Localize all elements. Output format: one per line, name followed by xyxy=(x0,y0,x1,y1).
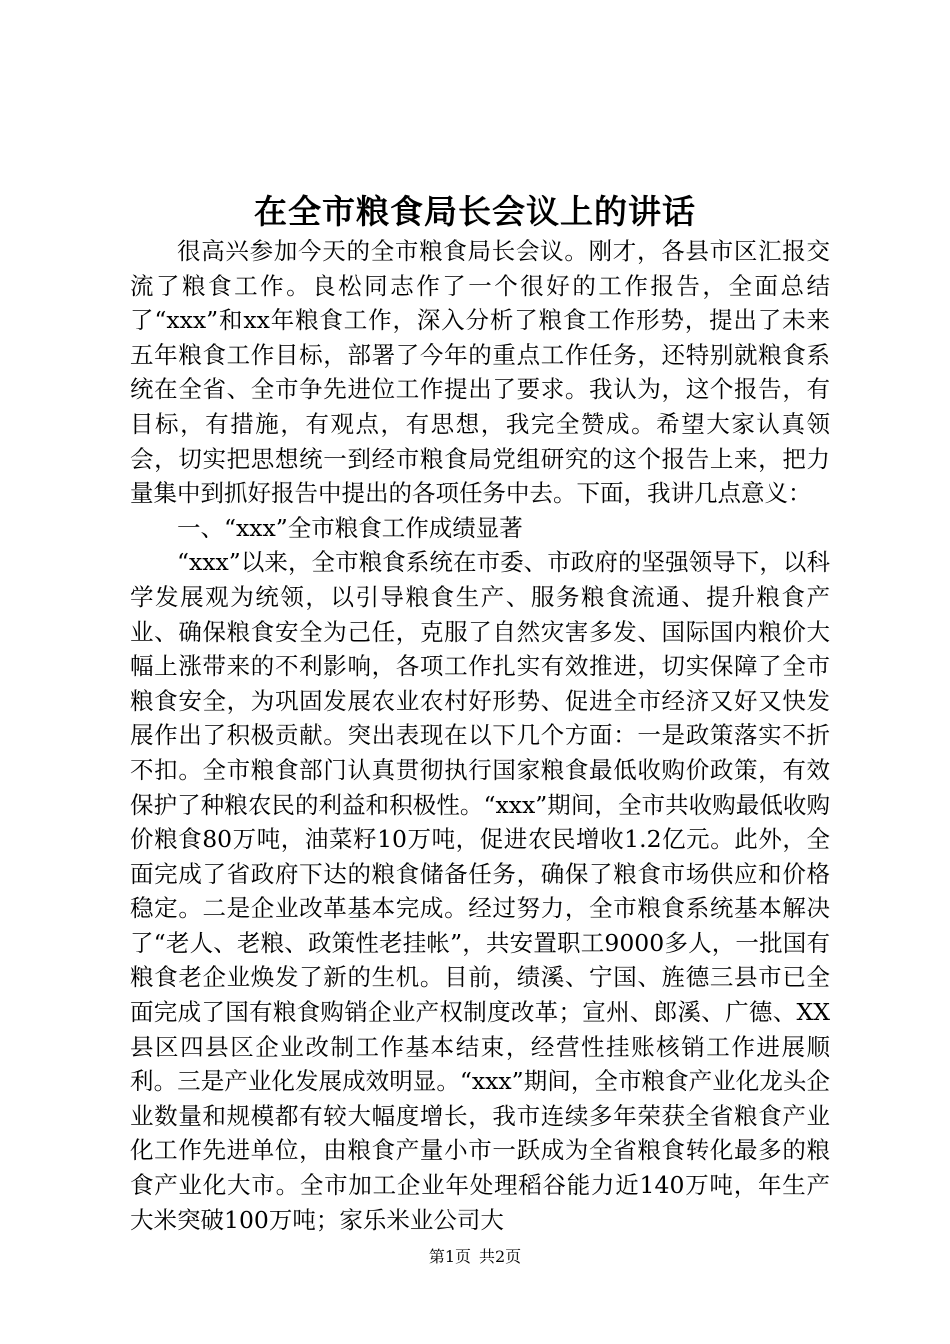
document-body xyxy=(130,234,830,1237)
section-paragraph: “xxx”以来，全市粮食系统在市委、市政府的坚强领导下，以科学发展观为统领，以引导粮食生产、服务粮食流通、提升粮食产业、确保粮食安全为己任，克服了自然灾害多发、国际国内粮价大幅上涨带来的不利影响，各项工作扎实有效推进，切实保障了全市粮食安全，为巩固发展农业农村好形势、促进全市经济又好又快发展作出了积极贡献。突出表现在以下几个方面：一是政策落实不折不扣。全市粮食部门认真贯彻执行国家粮食最低收购价政策，有效保护了种粮农民的利益和积极性。“xxx”期间，全市共收购最低收购价粮食80万吨，油菜籽10万吨，促进农民增收1.2亿元。此外，全面完成了省政府下达的粮食储备任务，确保了粮食市场供应和价格稳定。二是企业改革基本完成。经过努力，全市粮食系统基本解决了“老人、老粮、政策性老挂帐”，共安置职工9000多人，一批国有粮食老企业焕发了新的生机。目前，绩溪、宁国、旌德三县市已全面完成了国有粮食购销企业产权制度改革；宣州、郎溪、广德、XX县区四县区企业改制工作基本结束，经营性挂账核销工作进展顺利。三是产业化发展成效明显。“xxx”期间，全市粮食产业化龙头企业数量和规模都有较大幅度增长，我市连续多年荣获全省粮食产业化工作先进单位，由粮食产量小市一跃成为全省粮食转化最多的粮食产业化大市。全市加工企业年处理稻谷能力近140万吨，年生产大米突破100万吨；家乐米业公司大 xyxy=(130,548,830,1234)
page-total: 共2页 xyxy=(479,1247,522,1266)
page-number: 第1页 xyxy=(428,1247,471,1266)
page-footer xyxy=(0,1244,950,1267)
document-title: 在全市粮食局长会议上的讲话 xyxy=(254,192,696,231)
intro-paragraph: 很高兴参加今天的全市粮食局长会议。刚才，各县市区汇报交流了粮食工作。良松同志作了一个很好的工作报告，全面总结了“xxx”和xx年粮食工作，深入分析了粮食工作形势，提出了未来五年粮食工作目标，部署了今年的重点工作任务，还特别就粮食系统在全省、全市争先进位工作提出了要求。我认为，这个报告，有目标，有措施，有观点，有思想，我完全赞成。希望大家认真领会，切实把思想统一到经市粮食局党组研究的这个报告上来，把力量集中到抓好报告中提出的各项任务中去。下面，我讲几点意义： xyxy=(130,237,830,508)
section-heading: 一、“xxx”全市粮食工作成绩显著 xyxy=(177,513,523,542)
